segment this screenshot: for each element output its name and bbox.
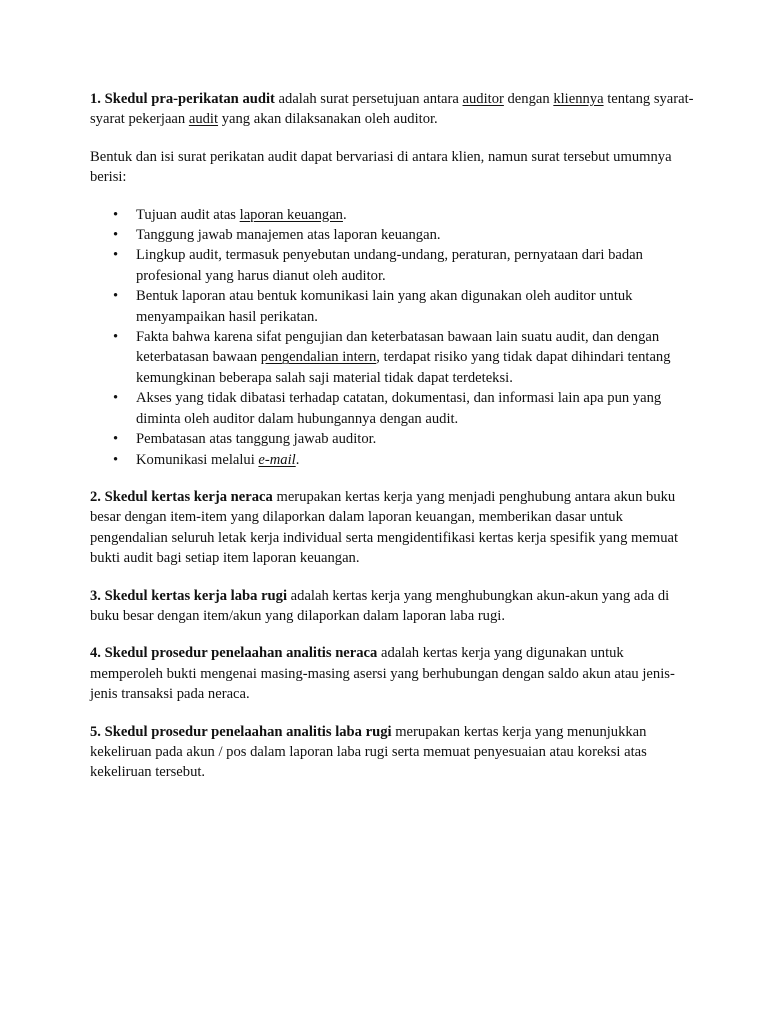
list-item — [90, 286, 698, 327]
link-laporan-keuangan[interactable]: laporan keuangan — [239, 206, 343, 223]
text-segment: adalah kertas kerja yang digunakan untuk memperoleh bukti mengenai masing-masing asersi yang berhubungan dengan saldo akun atau jenis-jenis transaksi pada neraca. — [90, 645, 675, 703]
text-segment: dengan — [503, 91, 554, 107]
text-segment: adalah surat persetujuan antara — [274, 91, 463, 107]
text-segment: Lingkup audit, termasuk penyebutan undang-undang, peraturan, pernyataan dari badan profesional yang harus dianut oleh auditor. — [136, 247, 643, 284]
text-segment: Tujuan audit atas — [136, 206, 240, 223]
text-segment: merupakan kertas kerja yang menjadi penghubung antara akun buku besar dengan item-item yang dilaporkan dalam laporan keuangan, memberikan dasar untuk pengendalian seluruh letak kerja individual serta mengidentifikasi kertas kerja spesifik yang memuat bukti audit bagi setiap item laporan keuangan. — [90, 488, 679, 567]
link-auditor[interactable]: auditor — [462, 91, 504, 107]
text-segment: tentang syarat-syarat pekerjaan — [90, 91, 694, 128]
paragraph-analitis-neraca — [90, 643, 698, 704]
list-item — [90, 388, 698, 429]
text-segment: . — [342, 206, 347, 223]
bullet-icon: • — [113, 247, 119, 264]
bullet-icon: • — [113, 451, 119, 468]
bullet-icon: • — [113, 390, 119, 407]
text-segment: yang akan dilaksanakan oleh auditor. — [218, 111, 438, 128]
list-item — [90, 245, 698, 286]
text-segment: adalah kertas kerja yang menghubungkan akun-akun yang ada di buku besar dengan item/akun yang dilaporkan dalam laporan laba rugi. — [90, 587, 670, 624]
text-segment: , terdapat risiko yang tidak dapat dihindari tentang kemungkinan beberapa salah saji material tidak dapat terdeteksi. — [136, 349, 671, 386]
list-item — [90, 205, 698, 225]
text-segment: Komunikasi melalui — [136, 451, 259, 468]
list-item — [90, 225, 698, 245]
bullet-icon: • — [113, 227, 119, 244]
list-item — [90, 327, 698, 388]
text-segment: Pembatasan atas tanggung jawab auditor. — [136, 431, 377, 448]
link-audit[interactable]: audit — [188, 111, 219, 128]
list-item — [90, 450, 698, 470]
text-segment: merupakan kertas kerja yang menunjukkan kekeliruan pada akun / pos dalam laporan laba rugi serta memuat penyesuaian atau koreksi atas kekeliruan tersebut. — [90, 723, 647, 781]
bullet-icon: • — [113, 431, 119, 448]
paragraph-bentuk-isi: Bentuk dan isi surat perikatan audit dapat bervariasi di antara klien, namun surat tersebut umumnya berisi: — [90, 148, 672, 186]
text-segment: Bentuk laporan atau bentuk komunikasi lain yang akan digunakan oleh auditor untuk menyampaikan hasil perikatan. — [136, 288, 633, 325]
heading-analitis-neraca: 4. Skedul prosedur penelaahan analitis neraca — [90, 645, 378, 662]
paragraph-kertas-kerja-laba-rugi — [90, 586, 698, 627]
bullet-icon: • — [113, 288, 119, 305]
text-segment: . — [295, 451, 300, 468]
heading-analitis-laba-rugi: 5. Skedul prosedur penelaahan analitis laba rugi — [90, 723, 392, 740]
link-pengendalian-intern[interactable]: pengendalian intern — [260, 349, 377, 366]
link-e-mail[interactable]: e-mail — [258, 451, 296, 468]
paragraph-kertas-kerja-neraca — [90, 487, 698, 569]
bullet-list — [90, 205, 698, 470]
text-segment: Tanggung jawab manajemen atas laporan keuangan. — [136, 227, 441, 244]
text-segment: Fakta bahwa karena sifat pengujian dan keterbatasan bawaan lain suatu audit, dan dengan keterbatasan bawaan — [136, 329, 660, 366]
text-segment: Akses yang tidak dibatasi terhadap catatan, dokumentasi, dan informasi lain apa pun yang diminta oleh auditor dalam hubungannya dengan audit. — [136, 390, 662, 427]
paragraph-pra-perikatan — [90, 89, 698, 130]
heading-kertas-kerja-neraca: 2. Skedul kertas kerja neraca — [90, 488, 273, 505]
paragraph-analitis-laba-rugi — [90, 722, 698, 783]
link-kliennya[interactable]: kliennya — [553, 91, 604, 107]
bullet-icon: • — [113, 206, 119, 223]
list-item — [90, 429, 698, 449]
heading-pra-perikatan: 1. Skedul pra-perikatan audit — [90, 91, 275, 107]
bullet-icon: • — [113, 329, 119, 346]
heading-kertas-kerja-laba-rugi: 3. Skedul kertas kerja laba rugi — [90, 587, 288, 604]
